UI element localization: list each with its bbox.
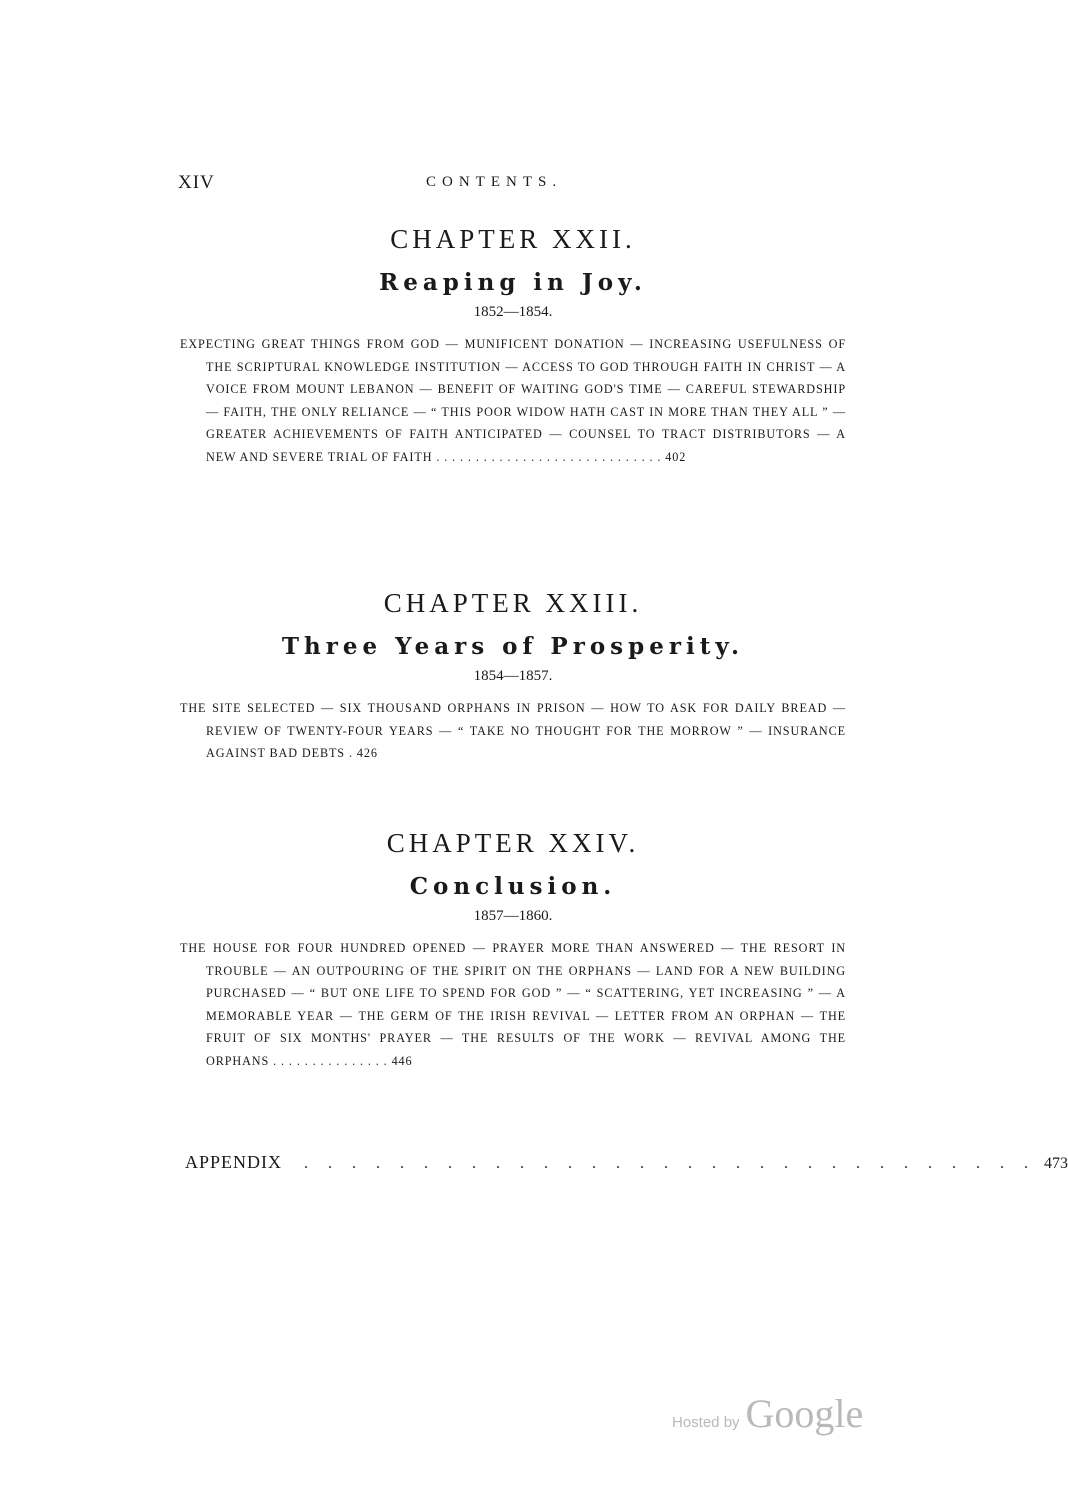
appendix-label: APPENDIX — [185, 1152, 283, 1172]
chapter-dates: 1854—1857. — [473, 668, 553, 684]
page-reference: 473 — [1044, 1155, 1068, 1172]
page-reference: 446 — [391, 1053, 413, 1068]
dot-leader: . . . . . . . . . . . . . . . . . . . . . . . . . . . . . . . — [304, 1155, 1037, 1172]
watermark-prefix: Hosted by — [672, 1414, 740, 1431]
page-reference: 426 — [356, 746, 378, 760]
dot-leader: . . . . . . . . . . . . . . . . . . . . . . . . . . . . . — [432, 449, 666, 464]
summary-text: EXPECTING GREAT THINGS FROM GOD — MUNIFICENT DONATION — INCREASING USEFULNESS OF THE SCRIPTURAL KNOWLEDGE INSTITUTION — ACCESS TO GOD THROUGH FAITH IN CHRIST — A VOICE FROM MOUNT LEBANON — BENEFIT OF WAITING GOD'S TIME — CAREFUL STEWARDSHIP — FAITH, THE ONLY RELIANCE — “ THIS POOR WIDOW HATH CAST IN MORE THAN THEY ALL ” — GREATER ACHIEVEMENTS OF FAITH ANTICIPATED — COUNSEL TO TRACT DISTRIBUTORS — A NEW AND SEVERE TRIAL OF FAITH — [180, 337, 846, 464]
page-reference: 402 — [665, 449, 687, 464]
google-watermark — [672, 1390, 863, 1437]
running-head: CONTENTS. — [426, 174, 563, 190]
chapter-title: CHAPTER XXII. — [390, 224, 636, 254]
page-number: XIV — [178, 172, 215, 193]
dot-leader: . — [345, 746, 357, 760]
chapter-subtitle: Reaping in Joy. — [379, 269, 647, 296]
chapter-title: CHAPTER XXIV. — [386, 828, 640, 858]
chapter-xxiv — [180, 828, 846, 1072]
chapter-xxiii — [180, 588, 846, 765]
summary-text: THE SITE SELECTED — SIX THOUSAND ORPHANS IN PRISON — HOW TO ASK FOR DAILY BREAD — REVIEW OF TWENTY-FOUR YEARS — “ TAKE NO THOUGHT FOR THE MORROW ” — INSURANCE AGAINST BAD DEBTS — [180, 701, 846, 760]
chapter-dates: 1852—1854. — [473, 304, 553, 320]
chapter-xxii — [180, 224, 846, 468]
summary-text: THE HOUSE FOR FOUR HUNDRED OPENED — PRAYER MORE THAN ANSWERED — THE RESORT IN TROUBLE — AN OUTPOURING OF THE SPIRIT ON THE ORPHANS — LAND FOR A NEW BUILDING PURCHASED — “ BUT ONE LIFE TO SPEND FOR GOD ” — “ SCATTERING, YET INCREASING ” — A MEMORABLE YEAR — THE GERM OF THE IRISH REVIVAL — LETTER FROM AN ORPHAN — THE FRUIT OF SIX MONTHS' PRAYER — THE RESULTS OF THE WORK — REVIVAL AMONG THE ORPHANS — [180, 941, 846, 1068]
dot-leader: . . . . . . . . . . . . . . . — [269, 1053, 392, 1068]
google-logo: Google — [745, 1391, 864, 1436]
chapter-summary — [180, 333, 846, 468]
chapter-subtitle: Conclusion. — [409, 873, 617, 900]
chapter-summary — [180, 697, 846, 765]
chapter-summary — [180, 937, 846, 1072]
chapter-title: CHAPTER XXIII. — [383, 588, 643, 618]
chapter-dates: 1857—1860. — [473, 908, 553, 924]
appendix-entry — [185, 1152, 1068, 1173]
chapter-subtitle: Three Years of Prosperity. — [281, 633, 745, 660]
